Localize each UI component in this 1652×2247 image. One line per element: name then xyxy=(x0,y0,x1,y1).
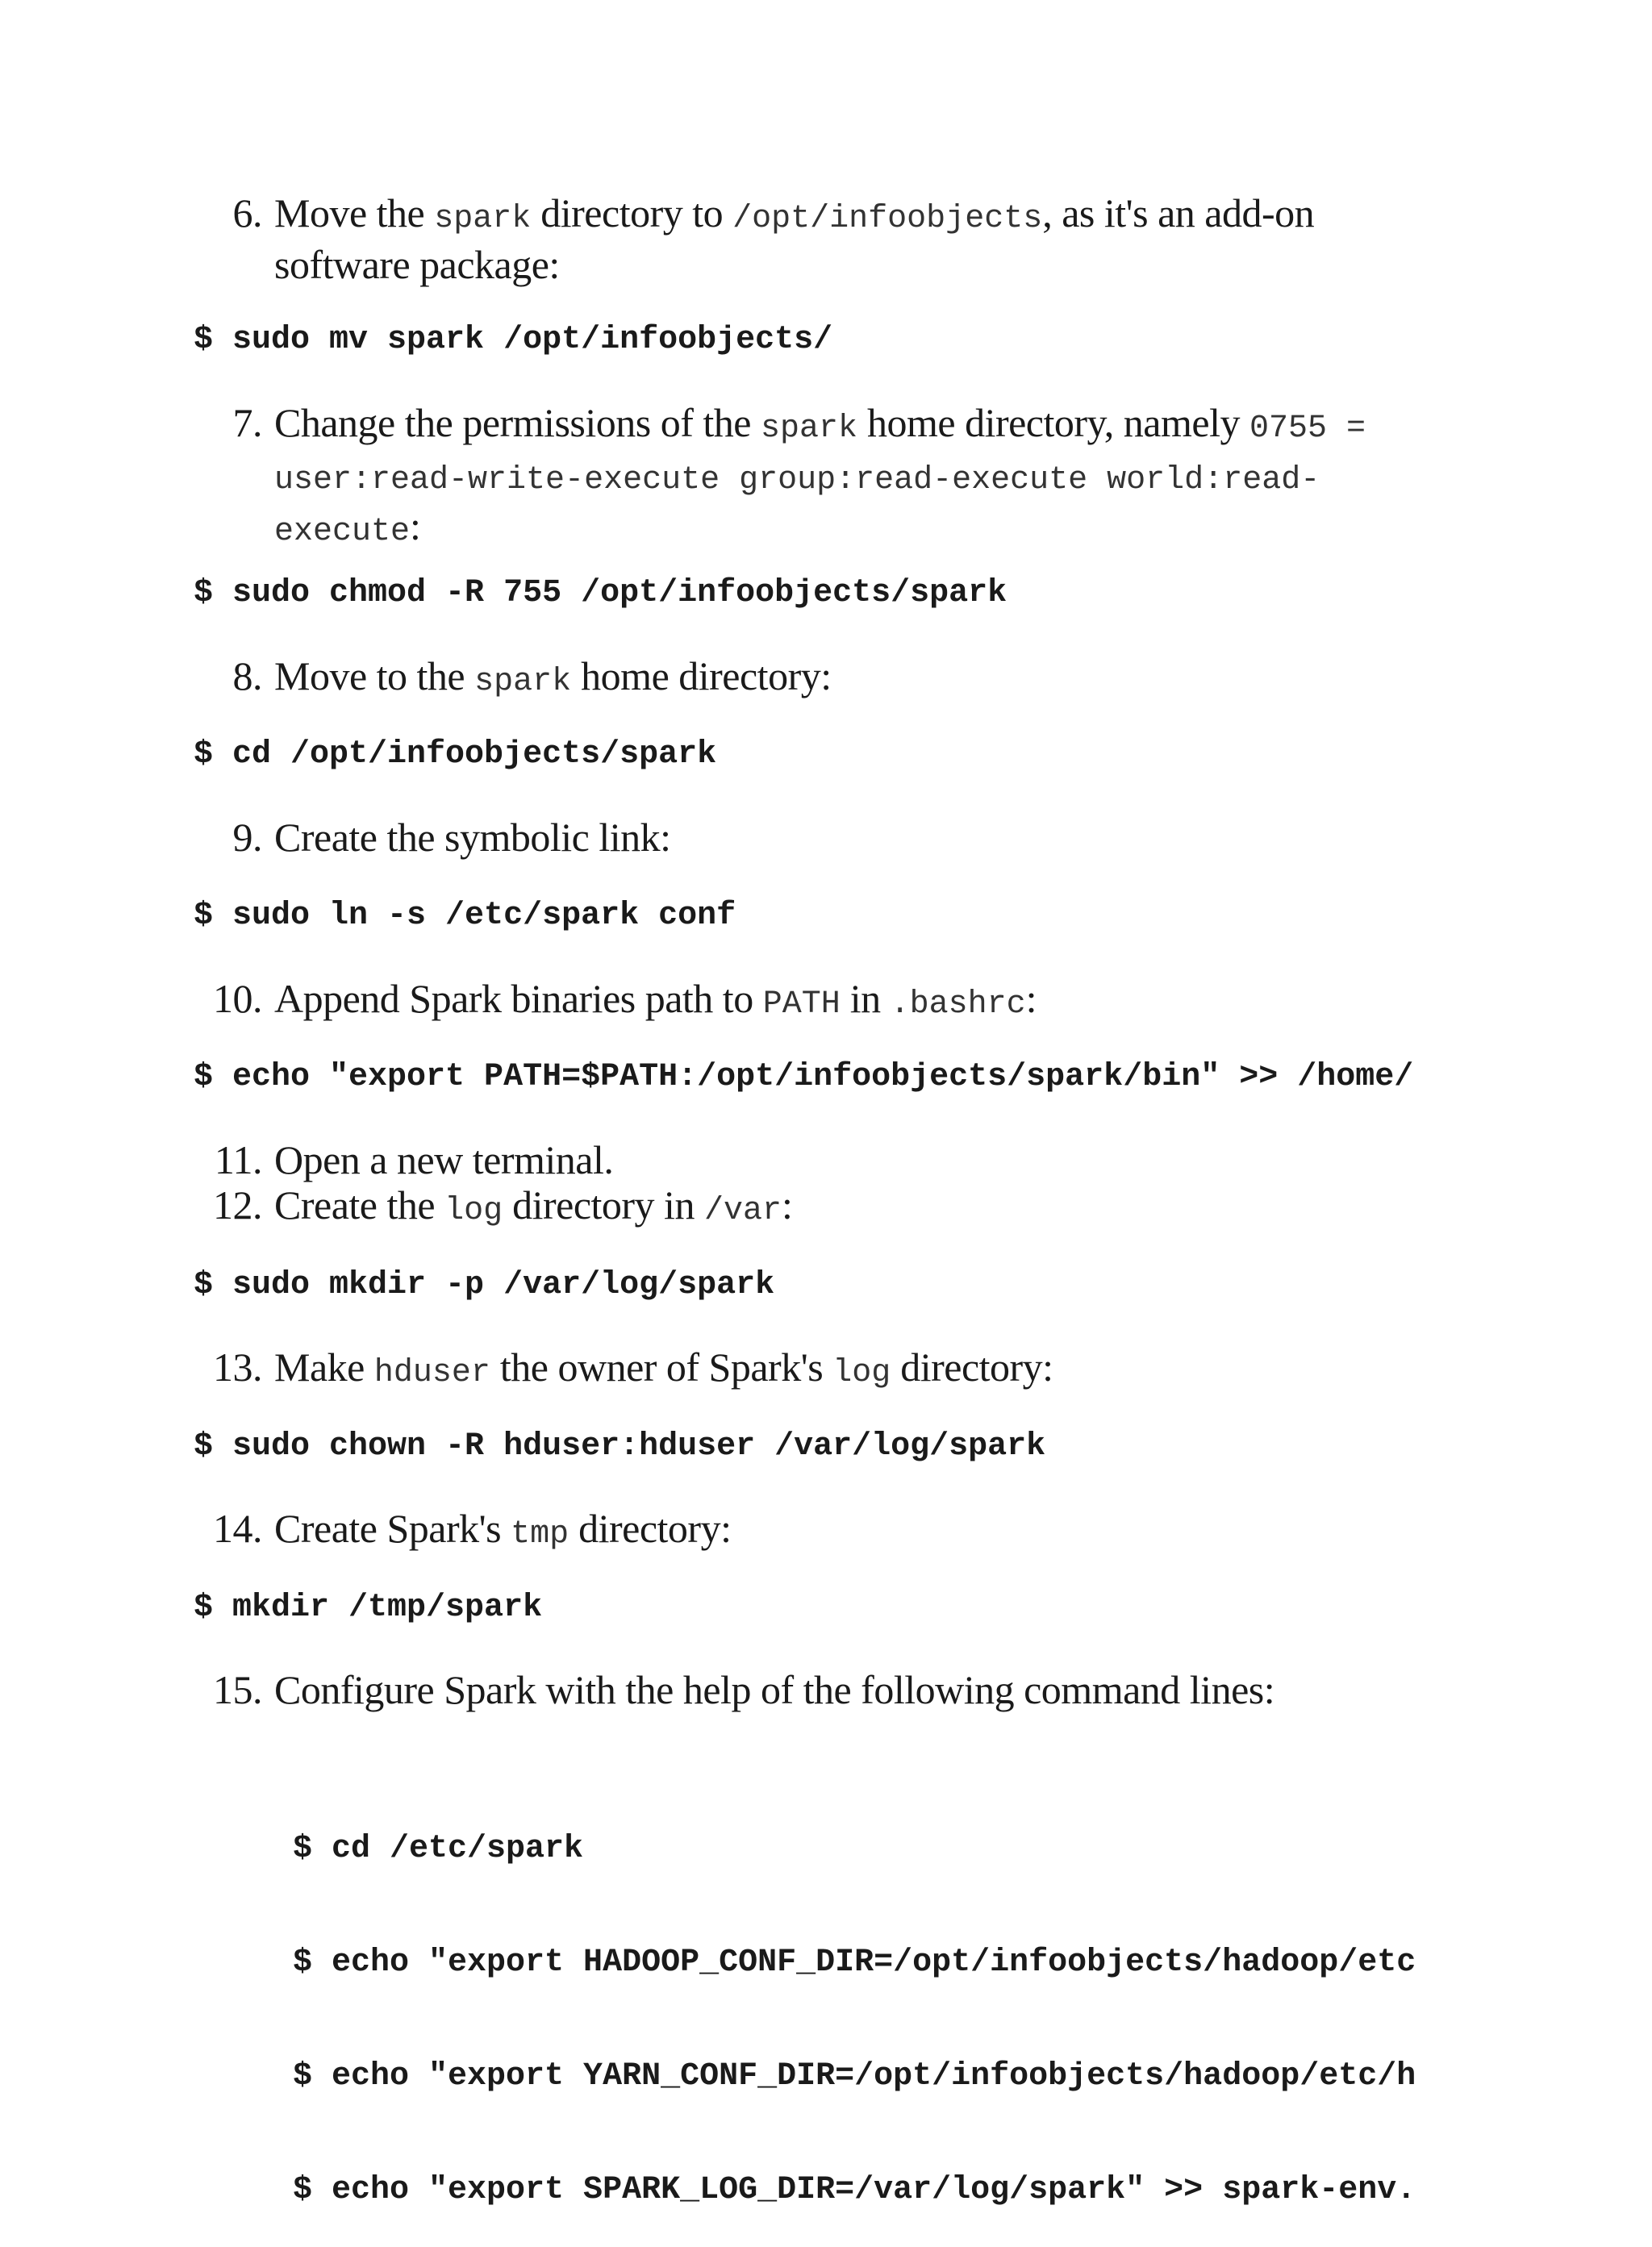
step-text: Create the log directory in /var: xyxy=(274,1182,793,1229)
step-number: 15. xyxy=(213,1667,262,1712)
command-line: $ sudo chown -R hduser:hduser /var/log/spark xyxy=(194,1428,1046,1465)
step-text: Open a new terminal. xyxy=(274,1137,614,1182)
config-command-line: $ echo "export SPARK_LOG_DIR=/var/log/spark" >> spark-env. xyxy=(293,2172,1416,2208)
step-number: 12. xyxy=(213,1182,262,1228)
command-line: $ mkdir /tmp/spark xyxy=(194,1590,543,1626)
step-text: Make hduser the owner of Spark's log directory: xyxy=(274,1344,1053,1391)
step-number: 6. xyxy=(232,190,262,236)
step-text: Append Spark binaries path to PATH in .bashrc: xyxy=(274,976,1037,1023)
step-number: 9. xyxy=(232,815,262,860)
step-text: Move to the spark home directory: xyxy=(274,653,832,700)
step-number: 10. xyxy=(213,976,262,1021)
step-text: Create the symbolic link: xyxy=(274,815,671,860)
config-command-line: $ echo "export HADOOP_CONF_DIR=/opt/infoobjects/hadoop/etc xyxy=(293,1945,1416,1981)
step-number: 8. xyxy=(232,653,262,698)
step-number: 11. xyxy=(214,1137,262,1182)
command-line: $ sudo mv spark /opt/infoobjects/ xyxy=(194,322,833,358)
config-command-line: $ echo "export YARN_CONF_DIR=/opt/infoobjects/hadoop/etc/h xyxy=(293,2058,1416,2095)
step-text: Change the permissions of the spark home directory, namely 0755 = user:read-write-execute group:read-execute world:read-execute: xyxy=(274,400,1366,550)
command-line: $ echo "export PATH=$PATH:/opt/infoobjects/spark/bin" >> /home/ xyxy=(194,1059,1414,1095)
step-number: 13. xyxy=(213,1344,262,1390)
step-number: 14. xyxy=(213,1506,262,1551)
config-command-block xyxy=(293,1754,1452,2247)
step-text: Move the spark directory to /opt/infoobjects, as it's an add-on software package: xyxy=(274,190,1315,287)
command-line: $ sudo mkdir -p /var/log/spark xyxy=(194,1267,775,1303)
command-line: $ sudo chmod -R 755 /opt/infoobjects/spark xyxy=(194,575,1007,611)
step-text: Configure Spark with the help of the following command lines: xyxy=(274,1667,1275,1712)
config-command-line: $ cd /etc/spark xyxy=(293,1831,584,1867)
command-line: $ cd /opt/infoobjects/spark xyxy=(194,736,717,773)
step-number: 7. xyxy=(232,400,262,445)
command-line: $ sudo ln -s /etc/spark conf xyxy=(194,898,736,934)
step-text: Create Spark's tmp directory: xyxy=(274,1506,732,1553)
